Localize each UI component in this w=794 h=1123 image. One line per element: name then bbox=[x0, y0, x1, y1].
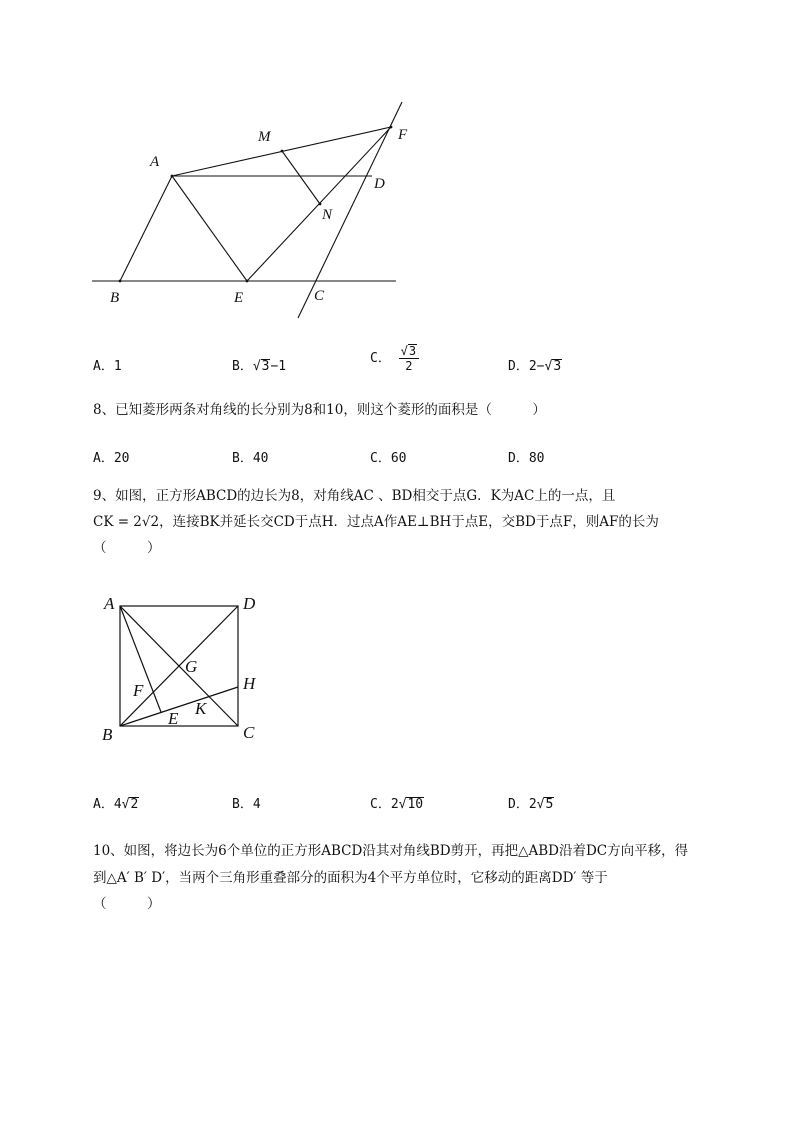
label-n: N bbox=[322, 207, 333, 223]
label-k: K bbox=[195, 699, 207, 718]
q10-text-line2: 到△A′ B′ D′，当两个三角形重叠部分的面积为4个平方单位时，它移动的距离DD′ 等于 bbox=[93, 870, 608, 886]
q7-option-b[interactable]: B．√3−1 bbox=[232, 359, 287, 374]
q9-option-a[interactable]: A．4√2 bbox=[93, 797, 139, 812]
label-m: M bbox=[258, 129, 271, 145]
q9-option-b[interactable]: B．4 bbox=[232, 797, 261, 812]
q9-option-d[interactable]: D．2√5 bbox=[508, 797, 554, 812]
q7-option-c[interactable]: C． $\frac{√3}{2}$ bbox=[370, 344, 419, 373]
segment-ab bbox=[120, 176, 172, 281]
label-d: D bbox=[374, 176, 385, 192]
label-f: F bbox=[398, 127, 408, 143]
label-f: F bbox=[133, 681, 144, 700]
q8-option-a[interactable]: A．20 bbox=[93, 451, 130, 466]
label-b: B bbox=[102, 725, 113, 744]
label-g: G bbox=[185, 657, 198, 676]
segment-mn bbox=[282, 151, 320, 204]
q7-option-d[interactable]: D．2−√3 bbox=[508, 359, 562, 374]
q7-option-a[interactable]: A．1 bbox=[93, 359, 122, 374]
q9-option-c[interactable]: C．2√10 bbox=[370, 797, 424, 812]
q8-text: 8、已知菱形两条对角线的长分别为8和10，则这个菱形的面积是（ ） bbox=[93, 402, 546, 418]
q9-text-line3: （ ） bbox=[93, 540, 161, 556]
q9-text-line1: 9、如图，正方形ABCD的边长为8，对角线AC 、BD相交于点G．K为AC上的一点，且 bbox=[93, 488, 616, 504]
label-h: H bbox=[243, 674, 256, 693]
q8-option-b[interactable]: B．40 bbox=[232, 451, 269, 466]
label-c: C bbox=[243, 723, 255, 742]
q10-text-line3: （ ） bbox=[93, 896, 161, 912]
figure-q7 bbox=[0, 0, 794, 330]
label-a: A bbox=[104, 594, 115, 613]
label-b: B bbox=[110, 290, 120, 306]
label-a: A bbox=[150, 154, 160, 170]
q9-text-line2: CK = 2√2，连接BK并延长交CD于点H．过点A作AE⊥BH于点E，交BD于点F，则AF的长为 bbox=[93, 514, 659, 530]
figure-q9 bbox=[90, 585, 290, 750]
label-e: E bbox=[234, 290, 244, 306]
label-e: E bbox=[168, 709, 179, 728]
q10-text-line1: 10、如图，将边长为6个单位的正方形ABCD沿其对角线BD剪开，再把△ABD沿着DC方向平移，得 bbox=[93, 843, 689, 859]
segment-ae bbox=[172, 176, 247, 281]
label-d: D bbox=[243, 594, 256, 613]
label-c: C bbox=[314, 288, 325, 304]
q8-option-c[interactable]: C．60 bbox=[370, 451, 407, 466]
q8-option-d[interactable]: D．80 bbox=[508, 451, 545, 466]
